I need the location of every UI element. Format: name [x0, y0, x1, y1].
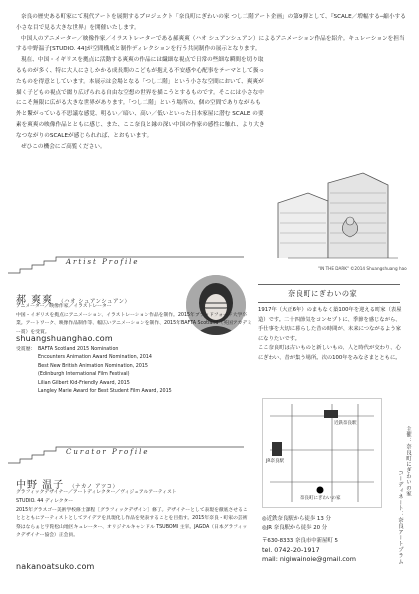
house-description	[258, 306, 402, 364]
artist-awards	[16, 346, 256, 396]
award-item: Encounters Animation Award Nomination, 2014	[38, 355, 152, 361]
award-item: (Edinburgh International Film Festival)	[38, 372, 130, 378]
curator-kana: （ナカノ アツコ）	[69, 484, 119, 490]
curator-website[interactable]: nakanoatsuko.com	[16, 562, 95, 571]
access-map	[262, 398, 382, 508]
award-item: Lilian Gilbert Kid-Friendly Award, 2015	[38, 380, 130, 386]
house-divider-bottom	[258, 302, 400, 303]
award-item: Langley Marie Award for Best Student Film Award, 2015	[38, 389, 172, 395]
artist-kana: （ハオ シュアンシュアン）	[58, 299, 131, 305]
map-label-house: 奈良町にぎわいの家	[300, 496, 341, 501]
awards-label: 受賞歴：	[16, 347, 36, 352]
house-access	[262, 515, 402, 564]
house-divider	[258, 284, 400, 285]
intro-paragraph-1: 奈良の歴史ある町家にて現代アートを展開するプロジェクト「奈良町にぎわいの家 つし二階アート企画」の第9弾として、『SCALE／増幅する─縮小する 小さな目で見る大きな世界』を開催いたします。	[16, 14, 408, 31]
access-line: ◎JR 奈良駅から徒歩 20 分	[262, 525, 328, 531]
artist-bio: 中国・イギリスを拠点にアニメーション、イラストレーション作品を制作。2015年ブラッドフォード大学卒業。アートワーク、映像作品制作等、幅広いアニメーションを制作、2015年BAFTA Scotland（英国アカデミー賞）を受賞。	[16, 313, 252, 335]
artist-section-title: Artist Profile	[66, 258, 140, 266]
curator-roles: グラフィックデザイナー／アートディレクター／ヴィジュアルアーティスト	[16, 490, 177, 495]
curator-section-title: Curator Profile	[66, 448, 150, 456]
house-paragraph-1: 1917年（大正6年）のまもなく築100年を迎える町家（表屋造）です。二十四節気をコンセプトに、季節を感じながら、手仕事を大切に暮らした昔の時間が、未来につながるよう家になりたいです。	[258, 307, 402, 342]
artist-website[interactable]: shuangshuanghao.com	[16, 334, 113, 343]
artist-roles: アニメーター／映像作家／イラストレーター	[16, 304, 112, 309]
award-item: BAFTA Scotland 2015 Nomination	[38, 347, 119, 352]
access-line: ◎近鉄奈良駅から徒歩 13 分	[262, 516, 331, 522]
intro-paragraph-3: 現在、中国・イギリスを拠点に活動する爽爽の作品には繊細な視点で日常の些細な瞬間を切り取るものが多く、特に大人にさしかかる成長期のこどもが抱える不安感や心配事をテーマとして扱ったものを得意としています。本展示は会場となる「つし二階」という小さな空間において、爽爽が描く子どもの視点で綴り広げられる自由な空想の世界を描こうとするものです。そこには小さな中にこそ無限に広がる大きな世界があります。「つし二階」という場所の、個の空間でありながらも外と繋がっている不思議な感覚、明るい／暗い、高い／低いといった日本家屋に潜む SCALE の要素を爽爽の映像作品とともに感じ、また、ここ奈良と縁の深い中国の作家の感性に触れ、より大きなつながりのSCALEが感じられれば、とおもいます。	[16, 57, 265, 139]
house-paragraph-2: ここ奈良町は古いものと新しいもの、人と時代が交わり、心にぎわい、昔が集う場所。次の100年をみなさまとともに。	[258, 345, 401, 361]
coordinator-credit: コーディネート：奈良アートプラム	[397, 470, 403, 565]
curator-bio: 2015年グラスゴー美術学校修士課程［グラフィックデザイン］修了。デザイナーとして表現を徹底させることとともにアーティストとしてアイデアを具現化し作品を発表することを目指す。2015年奈良・町家の芸術祭はならぁと宇陀松山地区キュレーター、オリジナルキャンドル TSUBOMI 主宰。JAGDA（日本グラフィックデザイナー協会）正会員。	[16, 508, 248, 539]
house-mail[interactable]: mail: nigiwainoie@gmail.com	[262, 555, 356, 563]
organizer-credit: 主催：奈良町にぎわいの家	[405, 426, 411, 497]
house-tel: tel. 0742-20-1917	[262, 546, 320, 554]
intro-text	[16, 12, 408, 152]
intro-paragraph-4: ぜひこの機会にご高覧ください。	[21, 143, 106, 150]
house-address: 〒630-8333 奈良市中新屋町 5	[262, 538, 338, 544]
curator-name: 中野 温子	[16, 480, 65, 491]
map-label-kintetsu: 近鉄奈良駅	[334, 421, 357, 426]
artwork-illustration	[268, 163, 408, 263]
curator-studio: STUDIO. 44 ディレクター	[16, 499, 74, 504]
house-title: 奈良町にぎわいの家	[288, 289, 358, 298]
artist-name: 郝 爽爽	[16, 295, 54, 306]
award-item: Best New British Animation Nomination, 2015	[38, 363, 148, 369]
artwork-caption: "IN THE DARK" ©2014 Shuangshuang hao	[318, 266, 407, 271]
map-label-jr: JR奈良駅	[266, 459, 284, 464]
intro-paragraph-2: 中国人のアニメーター／映像作家／イラストレーターである郝爽爽（ハオ シュアンシュアン）によるアニメーション作品を紹介。キュレーションを担当する中野温子[STUDIO. 44]が空間構成と制作ディレクションを行う共同制作の展示となります。	[16, 35, 405, 53]
